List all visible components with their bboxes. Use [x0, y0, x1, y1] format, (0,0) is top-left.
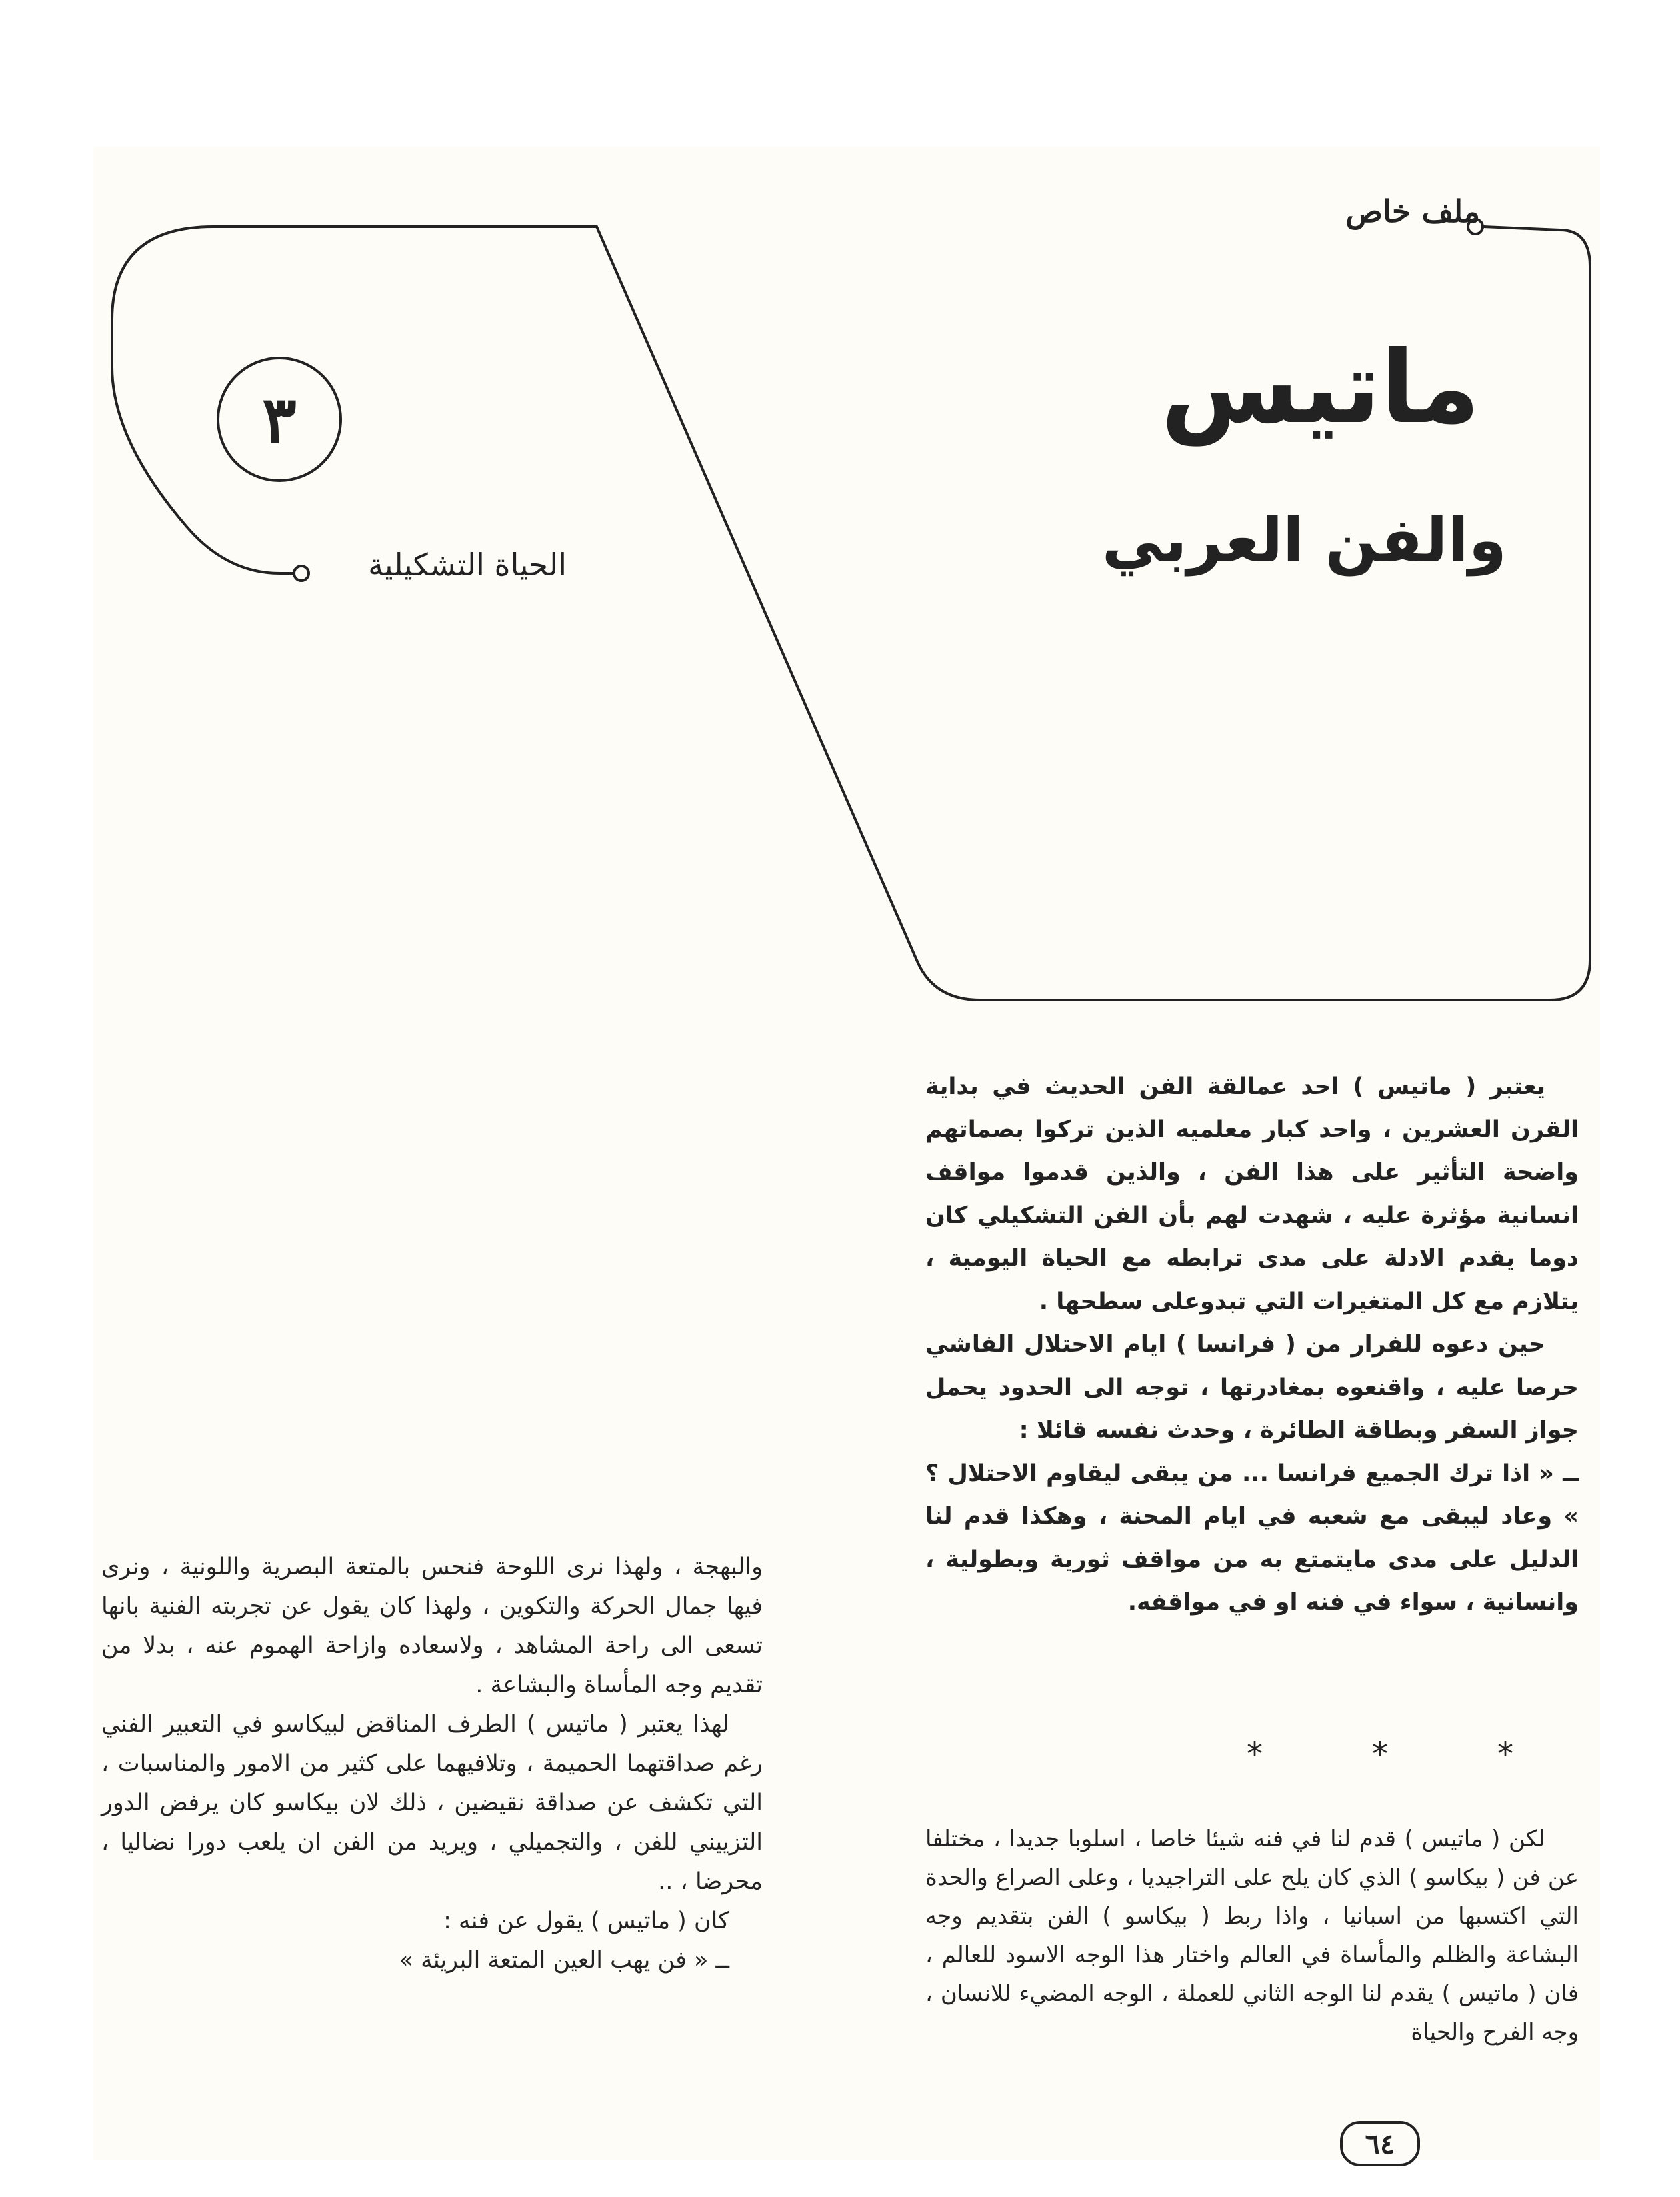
paragraph: يعتبر ( ماتيس ) احد عمالقة الفن الحديث في بداية القرن العشرين ، واحد كبار معلميه الذين تركوا بصماتهم واضحة التأثير على هذا الفن ، والذين قدموا مواقف انسانية مؤثرة عليه ، شهدت لهم بأن الفن التشكيلي كان دوما يقدم الادلة على مدى ترابطه مع الحياة اليومية ، يتلازم مع كل المتغيرات التي تبدوعلى سطحها .: [925, 1073, 1579, 1315]
paragraph: حين دعوه للفرار من ( فرانسا ) ايام الاحتلال الفاشي حرصا عليه ، واقنعوه بمغادرتها ، توجه الى الحدود يحمل جواز السفر وبطاقة الطائرة ، وحدث نفسه قائلا :: [925, 1331, 1579, 1444]
paragraph: كان ( ماتيس ) يقول عن فنه :: [443, 1908, 729, 1934]
section-label: ملف خاص: [1345, 193, 1480, 229]
article-column-right-top: [925, 1065, 1579, 1624]
article-column-right-bottom: [925, 1820, 1579, 2052]
separator-star: *: [1372, 1736, 1388, 1773]
frame-end-dot-left: [294, 566, 309, 581]
series-number-badge: [217, 357, 342, 482]
article-title: ماتيس: [1161, 330, 1480, 446]
frame-top-segment: [1483, 227, 1560, 230]
separator-star: *: [1497, 1736, 1513, 1773]
quote-paragraph: ــ « اذا ترك الجميع فرانسا ... من يبقى ليقاوم الاحتلال ؟ » وعاد ليبقى مع شعبه في ايام المحنة ، وهكذا قدم لنا الدليل على مدى مايتمتع به من مواقف ثورية وبطولية ، وانسانية ، سواء في فنه او في مواقفه.: [925, 1460, 1579, 1616]
paragraph: لهذا يعتبر ( ماتيس ) الطرف المناقض لبيكاسو في التعبير الفني رغم صداقتهما الحميمة ، وتلافيهما على كثير من الامور والمناسبات ، التي تكشف عن صداقة نقيضين ، ذلك لان بيكاسو كان يرفض الدور التزييني للفن ، والتجميلي ، ويريد من الفن ان يلعب دورا نضاليا ، محرضا ، ..: [101, 1711, 763, 1895]
article-column-left: [101, 1548, 763, 1980]
separator-star: *: [1247, 1736, 1263, 1773]
series-number: ٣: [262, 381, 297, 457]
quote-paragraph: ــ « فن يهب العين المتعة البريئة »: [399, 1947, 729, 1974]
section-separator: [1247, 1736, 1513, 1773]
series-label: الحياة التشكيلية: [368, 547, 567, 583]
page-number-text: ٦٤: [1365, 2127, 1395, 2160]
article-subtitle: والفن العربي: [1101, 505, 1507, 576]
paragraph: والبهجة ، ولهذا نرى اللوحة فنحس بالمتعة البصرية واللونية ، ونرى فيها جمال الحركة والتكوين ، ولهذا كان يقول عن تجربته الفنية بانها تسعى الى راحة المشاهد ، ولاسعاده وازاحة الهموم عنه ، بدلا من تقديم وجه المأساة والبشاعة .: [101, 1554, 763, 1698]
page-number: [1340, 2121, 1420, 2166]
paragraph: لكن ( ماتيس ) قدم لنا في فنه شيئا خاصا ، اسلوبا جديدا ، مختلفا عن فن ( بيكاسو ) الذي كان يلح على التراجيديا ، وعلى الصراع والحدة التي اكتسبها من اسبانيا ، واذا ربط ( بيكاسو ) الفن بتقديم وجه البشاعة والظلم والمأساة في العالم واختار هذا الوجه الاسود للعالم ، فان ( ماتيس ) يقدم لنا الوجه الثاني للعملة ، الوجه المضيء للانسان ، وجه الفرح والحياة: [925, 1826, 1579, 2046]
